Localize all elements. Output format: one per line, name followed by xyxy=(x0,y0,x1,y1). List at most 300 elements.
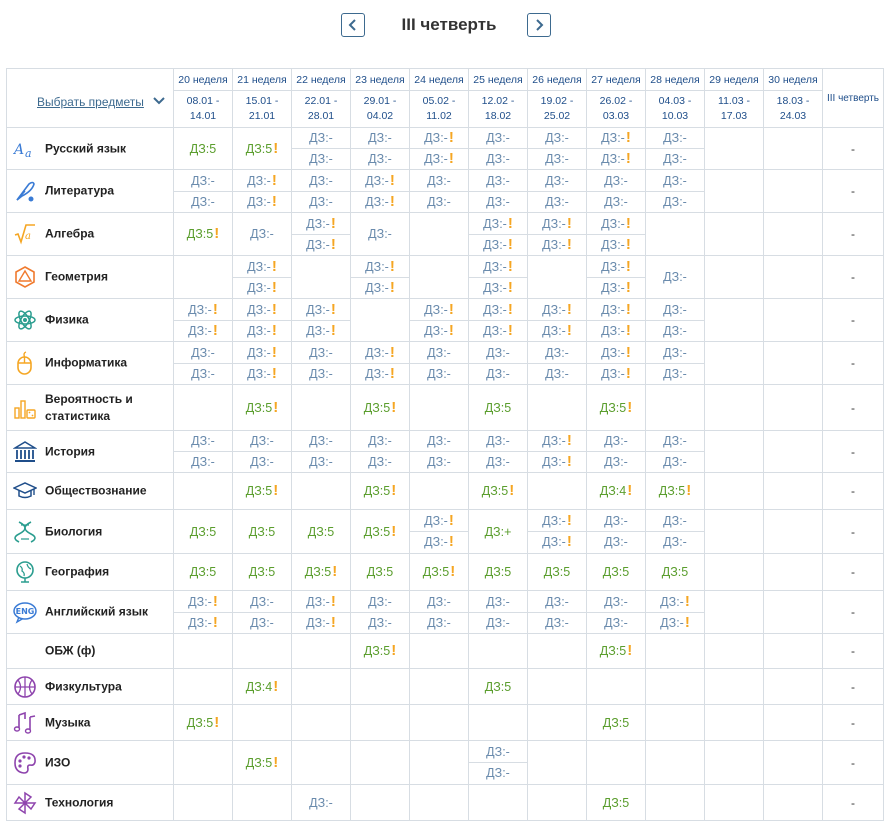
homework-mark[interactable] xyxy=(587,214,645,234)
homework-mark[interactable] xyxy=(528,451,586,472)
week-cell[interactable] xyxy=(292,510,351,554)
homework-mark-text: ДЗ:5 xyxy=(599,644,627,658)
week-cell[interactable] xyxy=(233,128,292,170)
homework-mark[interactable] xyxy=(469,277,527,298)
week-cell[interactable] xyxy=(587,591,646,634)
homework-mark[interactable] xyxy=(587,398,645,416)
week-cell[interactable] xyxy=(646,342,705,385)
homework-mark-text: ДЗ:- xyxy=(545,345,569,360)
homework-mark[interactable] xyxy=(174,431,232,451)
week-cell[interactable] xyxy=(174,299,233,342)
warning-icon: ! xyxy=(271,364,277,382)
homework-mark[interactable] xyxy=(587,592,645,612)
homework-mark[interactable] xyxy=(292,565,350,579)
homework-mark[interactable] xyxy=(351,171,409,191)
week-cell[interactable] xyxy=(587,634,646,669)
week-cell[interactable] xyxy=(528,342,587,385)
week-cell[interactable] xyxy=(587,431,646,473)
week-cell[interactable] xyxy=(410,554,469,591)
week-cell xyxy=(764,431,823,473)
homework-mark[interactable] xyxy=(587,191,645,212)
homework-mark[interactable] xyxy=(528,531,586,552)
homework-mark[interactable] xyxy=(410,531,468,552)
homework-mark-text: ДЗ:- xyxy=(424,302,448,317)
week-cell[interactable] xyxy=(646,431,705,473)
subject-row xyxy=(7,299,884,342)
homework-mark[interactable] xyxy=(528,343,586,363)
homework-mark[interactable] xyxy=(587,565,645,579)
homework-mark[interactable] xyxy=(469,171,527,191)
homework-mark[interactable] xyxy=(469,592,527,612)
homework-mark[interactable] xyxy=(528,320,586,341)
week-cell[interactable] xyxy=(410,170,469,213)
homework-mark[interactable] xyxy=(587,531,645,552)
homework-mark[interactable] xyxy=(410,343,468,363)
homework-mark[interactable] xyxy=(646,484,704,498)
week-cell[interactable] xyxy=(587,299,646,342)
week-cell[interactable] xyxy=(351,591,410,634)
homework-mark[interactable] xyxy=(233,612,291,633)
homework-mark[interactable] xyxy=(292,343,350,363)
week-cell[interactable] xyxy=(646,554,705,591)
homework-mark[interactable] xyxy=(174,300,232,320)
week-cell[interactable] xyxy=(233,385,292,431)
week-cell[interactable] xyxy=(646,299,705,342)
homework-mark[interactable] xyxy=(174,525,232,539)
week-cell[interactable] xyxy=(174,128,233,170)
week-cell[interactable] xyxy=(292,554,351,591)
week-cell[interactable] xyxy=(351,554,410,591)
homework-mark[interactable] xyxy=(469,214,527,234)
homework-mark[interactable] xyxy=(351,644,409,658)
week-cell[interactable] xyxy=(469,213,528,256)
homework-mark[interactable] xyxy=(351,612,409,633)
week-cell[interactable] xyxy=(528,128,587,170)
homework-mark[interactable] xyxy=(351,363,409,384)
week-cell xyxy=(410,385,469,431)
week-cell[interactable] xyxy=(351,431,410,473)
warning-icon: ! xyxy=(625,343,631,361)
week-cell[interactable] xyxy=(174,431,233,473)
homework-mark[interactable] xyxy=(587,511,645,531)
week-cell[interactable] xyxy=(351,342,410,385)
homework-mark[interactable] xyxy=(233,277,291,298)
homework-mark[interactable] xyxy=(528,171,586,191)
homework-mark[interactable] xyxy=(233,753,291,771)
homework-mark[interactable] xyxy=(292,300,350,320)
week-cell[interactable] xyxy=(233,431,292,473)
homework-mark[interactable] xyxy=(174,592,232,612)
week-cell[interactable] xyxy=(233,591,292,634)
week-cell[interactable] xyxy=(528,299,587,342)
homework-mark[interactable] xyxy=(174,191,232,212)
week-cell[interactable] xyxy=(469,299,528,342)
homework-mark[interactable] xyxy=(174,713,232,731)
homework-mark[interactable] xyxy=(233,431,291,451)
homework-mark[interactable] xyxy=(410,511,468,531)
week-cell[interactable] xyxy=(351,634,410,669)
homework-mark-text: ДЗ:- xyxy=(188,594,212,609)
homework-mark[interactable] xyxy=(528,191,586,212)
homework-mark[interactable] xyxy=(469,234,527,255)
homework-mark[interactable] xyxy=(292,612,350,633)
week-cell[interactable] xyxy=(233,669,292,705)
week-cell[interactable] xyxy=(587,554,646,591)
homework-mark[interactable] xyxy=(292,592,350,612)
week-cell[interactable] xyxy=(410,342,469,385)
week-cell[interactable] xyxy=(587,256,646,299)
homework-mark[interactable] xyxy=(587,234,645,255)
homework-mark[interactable] xyxy=(646,565,704,579)
homework-mark[interactable] xyxy=(646,592,704,612)
week-cell[interactable] xyxy=(587,213,646,256)
week-cell[interactable] xyxy=(233,170,292,213)
homework-mark[interactable] xyxy=(469,343,527,363)
homework-mark[interactable] xyxy=(528,612,586,633)
week-cell[interactable] xyxy=(410,299,469,342)
week-date-line: 14.01 xyxy=(189,110,217,122)
homework-mark[interactable] xyxy=(587,716,645,730)
homework-mark[interactable] xyxy=(528,592,586,612)
homework-mark[interactable] xyxy=(587,612,645,633)
homework-mark[interactable] xyxy=(233,171,291,191)
homework-mark[interactable] xyxy=(292,128,350,148)
week-cell[interactable] xyxy=(292,785,351,821)
homework-mark[interactable] xyxy=(410,612,468,633)
week-cell[interactable] xyxy=(351,128,410,170)
subject-row xyxy=(7,785,884,821)
week-cell[interactable] xyxy=(469,741,528,785)
homework-mark[interactable] xyxy=(469,148,527,169)
homework-mark[interactable] xyxy=(469,363,527,384)
homework-mark[interactable] xyxy=(351,522,409,540)
homework-mark[interactable] xyxy=(410,128,468,148)
homework-mark[interactable] xyxy=(410,565,468,579)
homework-mark[interactable] xyxy=(469,565,527,579)
homework-mark[interactable] xyxy=(646,612,704,633)
homework-mark[interactable] xyxy=(174,451,232,472)
homework-mark[interactable] xyxy=(233,320,291,341)
week-cell[interactable] xyxy=(646,473,705,510)
homework-mark[interactable] xyxy=(646,531,704,552)
week-cell[interactable] xyxy=(233,473,292,510)
homework-mark[interactable] xyxy=(646,191,704,212)
homework-mark[interactable] xyxy=(292,431,350,451)
next-quarter-button[interactable] xyxy=(527,13,551,37)
homework-mark-text: ДЗ:- xyxy=(306,594,330,609)
homework-mark[interactable] xyxy=(233,451,291,472)
homework-mark[interactable] xyxy=(233,343,291,363)
week-cell[interactable] xyxy=(646,170,705,213)
homework-mark[interactable] xyxy=(233,484,291,498)
homework-mark[interactable] xyxy=(469,431,527,451)
homework-mark[interactable] xyxy=(646,511,704,531)
week-cell[interactable] xyxy=(646,256,705,299)
week-cell[interactable] xyxy=(292,213,351,256)
week-cell[interactable] xyxy=(469,170,528,213)
week-cell[interactable] xyxy=(410,510,469,554)
week-cell[interactable] xyxy=(174,705,233,741)
homework-mark-text: ДЗ:- xyxy=(486,366,510,381)
week-cell[interactable] xyxy=(174,213,233,256)
week-cell[interactable] xyxy=(292,431,351,473)
homework-mark[interactable] xyxy=(292,451,350,472)
week-cell[interactable] xyxy=(587,705,646,741)
homework-mark[interactable] xyxy=(469,401,527,415)
week-cell[interactable] xyxy=(469,510,528,554)
week-cell[interactable] xyxy=(587,170,646,213)
homework-mark[interactable] xyxy=(292,525,350,539)
week-cell[interactable] xyxy=(469,256,528,299)
homework-mark[interactable] xyxy=(351,128,409,148)
homework-mark[interactable] xyxy=(469,128,527,148)
subject-select[interactable] xyxy=(7,69,174,128)
homework-mark[interactable] xyxy=(233,257,291,277)
homework-mark[interactable] xyxy=(587,300,645,320)
homework-mark[interactable] xyxy=(587,257,645,277)
homework-mark[interactable] xyxy=(469,191,527,212)
homework-mark[interactable] xyxy=(292,320,350,341)
week-cell[interactable] xyxy=(587,385,646,431)
homework-mark[interactable] xyxy=(646,270,704,284)
homework-mark[interactable] xyxy=(528,363,586,384)
homework-mark[interactable] xyxy=(410,431,468,451)
week-cell[interactable] xyxy=(528,213,587,256)
homework-mark[interactable] xyxy=(587,644,645,658)
week-cell[interactable] xyxy=(174,554,233,591)
subject-row xyxy=(7,473,884,510)
select-subjects-link[interactable]: Выбрать предметы xyxy=(37,95,144,109)
homework-mark[interactable] xyxy=(646,171,704,191)
homework-mark[interactable] xyxy=(528,214,586,234)
homework-mark-text: ДЗ:- xyxy=(601,323,625,338)
warning-icon: ! xyxy=(273,139,279,157)
homework-mark[interactable] xyxy=(174,343,232,363)
homework-mark[interactable] xyxy=(292,214,350,234)
homework-mark[interactable] xyxy=(351,451,409,472)
week-cell[interactable] xyxy=(233,299,292,342)
homework-mark[interactable] xyxy=(646,320,704,341)
homework-mark[interactable] xyxy=(174,227,232,241)
week-cell[interactable] xyxy=(174,591,233,634)
homework-mark[interactable] xyxy=(292,171,350,191)
homework-mark[interactable] xyxy=(528,565,586,579)
homework-mark[interactable] xyxy=(174,363,232,384)
homework-mark[interactable] xyxy=(469,451,527,472)
week-cell[interactable] xyxy=(469,473,528,510)
homework-mark[interactable] xyxy=(528,128,586,148)
homework-mark[interactable] xyxy=(351,227,409,241)
homework-mark[interactable] xyxy=(469,680,527,694)
homework-mark-text: ДЗ:5 xyxy=(422,565,450,579)
week-cell[interactable] xyxy=(292,299,351,342)
homework-mark[interactable] xyxy=(233,363,291,384)
homework-mark[interactable] xyxy=(292,191,350,212)
week-cell[interactable] xyxy=(469,342,528,385)
homework-mark[interactable] xyxy=(410,451,468,472)
homework-mark[interactable] xyxy=(351,592,409,612)
week-cell[interactable] xyxy=(469,554,528,591)
week-cell[interactable] xyxy=(351,170,410,213)
homework-mark[interactable] xyxy=(587,343,645,363)
week-cell[interactable] xyxy=(528,510,587,554)
homework-mark[interactable] xyxy=(587,363,645,384)
homework-mark[interactable] xyxy=(587,171,645,191)
homework-mark[interactable] xyxy=(351,148,409,169)
week-date-line: 03.03 xyxy=(602,110,630,122)
homework-mark[interactable] xyxy=(410,191,468,212)
homework-mark[interactable] xyxy=(410,592,468,612)
homework-mark[interactable] xyxy=(233,565,291,579)
homework-mark[interactable] xyxy=(410,320,468,341)
homework-mark[interactable] xyxy=(587,128,645,148)
homework-mark[interactable] xyxy=(646,343,704,363)
week-cell[interactable] xyxy=(469,431,528,473)
warning-icon: ! xyxy=(391,482,397,499)
homework-mark[interactable] xyxy=(351,191,409,212)
week-cell[interactable] xyxy=(646,510,705,554)
warning-icon: ! xyxy=(627,482,633,499)
week-cell[interactable] xyxy=(469,591,528,634)
homework-mark[interactable] xyxy=(646,128,704,148)
week-cell[interactable] xyxy=(233,213,292,256)
homework-mark[interactable] xyxy=(351,484,409,498)
week-cell[interactable] xyxy=(351,510,410,554)
homework-mark[interactable] xyxy=(174,320,232,341)
homework-mark[interactable] xyxy=(469,300,527,320)
homework-mark[interactable] xyxy=(174,142,232,156)
week-cell[interactable] xyxy=(587,342,646,385)
homework-mark[interactable] xyxy=(351,277,409,298)
homework-mark[interactable] xyxy=(410,148,468,169)
homework-mark[interactable] xyxy=(410,300,468,320)
homework-mark[interactable] xyxy=(587,451,645,472)
homework-mark[interactable] xyxy=(646,431,704,451)
homework-mark[interactable] xyxy=(233,300,291,320)
homework-mark[interactable] xyxy=(233,592,291,612)
homework-mark[interactable] xyxy=(469,742,527,762)
homework-mark[interactable] xyxy=(233,525,291,539)
week-cell[interactable] xyxy=(646,128,705,170)
week-cell[interactable] xyxy=(587,510,646,554)
week-cell[interactable] xyxy=(174,342,233,385)
week-cell xyxy=(292,669,351,705)
week-cell[interactable] xyxy=(233,741,292,785)
homework-mark[interactable] xyxy=(292,148,350,169)
homework-mark[interactable] xyxy=(646,363,704,384)
homework-mark[interactable] xyxy=(233,677,291,695)
homework-mark[interactable] xyxy=(174,565,232,579)
homework-mark[interactable] xyxy=(351,565,409,579)
week-cell[interactable] xyxy=(587,785,646,821)
homework-mark-text: ДЗ:5 xyxy=(599,400,627,415)
homework-mark[interactable] xyxy=(528,511,586,531)
homework-mark[interactable] xyxy=(292,363,350,384)
prev-quarter-button[interactable] xyxy=(341,13,365,37)
week-cell[interactable] xyxy=(646,591,705,634)
homework-mark[interactable] xyxy=(174,171,232,191)
week-cell[interactable] xyxy=(292,591,351,634)
homework-mark[interactable] xyxy=(469,612,527,633)
homework-mark[interactable] xyxy=(410,363,468,384)
week-cell[interactable] xyxy=(351,213,410,256)
week-cell[interactable] xyxy=(233,342,292,385)
week-cell[interactable] xyxy=(410,591,469,634)
homework-mark[interactable] xyxy=(528,431,586,451)
homework-mark[interactable] xyxy=(233,191,291,212)
homework-mark[interactable] xyxy=(587,277,645,298)
homework-mark[interactable] xyxy=(233,398,291,416)
homework-mark[interactable] xyxy=(646,148,704,169)
week-cell[interactable] xyxy=(351,256,410,299)
homework-mark[interactable] xyxy=(646,300,704,320)
week-cell[interactable] xyxy=(292,128,351,170)
week-cell[interactable] xyxy=(233,510,292,554)
week-cell[interactable] xyxy=(587,128,646,170)
homework-mark[interactable] xyxy=(469,525,527,539)
week-cell[interactable] xyxy=(174,170,233,213)
week-cell[interactable] xyxy=(292,170,351,213)
week-cell[interactable] xyxy=(469,128,528,170)
homework-mark[interactable] xyxy=(351,431,409,451)
week-cell[interactable] xyxy=(469,669,528,705)
week-cell[interactable] xyxy=(410,128,469,170)
warning-icon: ! xyxy=(273,677,279,695)
homework-mark[interactable] xyxy=(469,762,527,783)
week-cell[interactable] xyxy=(174,510,233,554)
homework-mark[interactable] xyxy=(587,320,645,341)
homework-mark[interactable] xyxy=(587,796,645,810)
homework-mark[interactable] xyxy=(587,484,645,498)
homework-mark-text: ДЗ:- xyxy=(486,766,510,780)
week-cell[interactable] xyxy=(528,591,587,634)
week-cell[interactable] xyxy=(292,342,351,385)
week-cell[interactable] xyxy=(410,431,469,473)
homework-mark-text: ДЗ:- xyxy=(604,535,628,549)
subject-cell xyxy=(7,785,174,821)
homework-mark[interactable] xyxy=(351,398,409,416)
homework-mark[interactable] xyxy=(587,431,645,451)
homework-mark[interactable] xyxy=(351,343,409,363)
week-cell[interactable] xyxy=(587,473,646,510)
homework-mark[interactable] xyxy=(646,451,704,472)
homework-mark[interactable] xyxy=(587,148,645,169)
homework-mark[interactable] xyxy=(528,148,586,169)
homework-mark[interactable] xyxy=(292,234,350,255)
week-cell[interactable] xyxy=(528,170,587,213)
homework-mark[interactable] xyxy=(351,257,409,277)
week-cell[interactable] xyxy=(233,554,292,591)
subject-row xyxy=(7,256,884,299)
homework-mark[interactable] xyxy=(528,300,586,320)
homework-mark[interactable] xyxy=(469,484,527,498)
homework-mark[interactable] xyxy=(233,139,291,157)
homework-mark[interactable] xyxy=(469,320,527,341)
homework-mark[interactable] xyxy=(292,796,350,810)
week-cell[interactable] xyxy=(528,554,587,591)
week-cell[interactable] xyxy=(469,385,528,431)
week-cell[interactable] xyxy=(351,473,410,510)
week-cell[interactable] xyxy=(528,431,587,473)
homework-mark[interactable] xyxy=(410,171,468,191)
homework-mark[interactable] xyxy=(469,257,527,277)
week-cell[interactable] xyxy=(351,385,410,431)
warning-icon: ! xyxy=(271,192,277,210)
week-cell[interactable] xyxy=(233,256,292,299)
homework-mark[interactable] xyxy=(528,234,586,255)
homework-mark[interactable] xyxy=(233,227,291,241)
homework-mark[interactable] xyxy=(174,612,232,633)
